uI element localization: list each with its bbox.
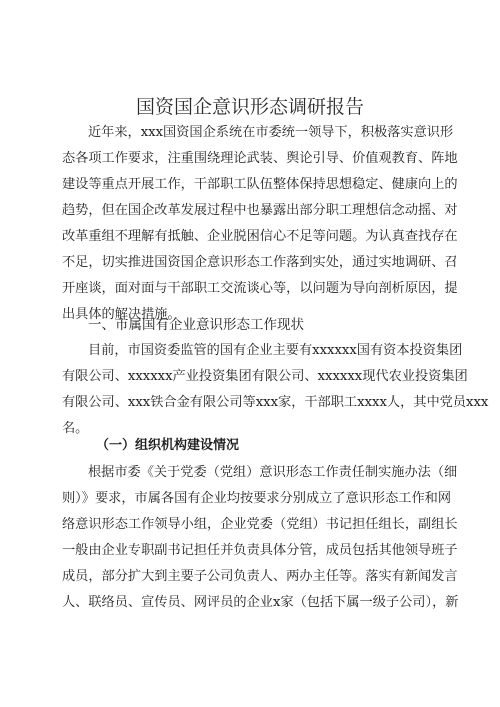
paragraph-line: 出具体的解决措施。 xyxy=(62,307,181,322)
paragraph-line: 有限公司、xxxxxx产业投资集团有限公司、xxxxxx现代农业投资集团 xyxy=(62,369,468,384)
subsection-heading: （一）组织机构建设情况 xyxy=(96,438,240,453)
paragraph-line: 建设等重点开展工作，干部职工队伍整体保持思想稳定、健康向上的 xyxy=(62,177,458,192)
paragraph-line: 成员，部分扩大到主要子公司负责人、两办主任等。落实有新闻发言 xyxy=(62,569,458,584)
paragraph-line: 有限公司、xxx铁合金有限公司等xxx家，干部职工xxxx人，其中党员xxx xyxy=(62,395,489,410)
paragraph-line: 近年来，xxx国资国企系统在市委统一领导下，积极落实意识形 xyxy=(88,125,454,140)
paragraph-line: 趋势，但在国企改革发展过程中也暴露出部分职工理想信念动摇、对 xyxy=(62,203,458,218)
paragraph-line: 根据市委《关于党委（党组）意识形态工作责任制实施办法（细 xyxy=(88,465,458,480)
paragraph-line: 名。 xyxy=(62,421,89,436)
paragraph-line: 一般由企业专职副书记担任并负责具体分管，成员包括其他领导班子 xyxy=(62,543,458,558)
paragraph-line: 不足，切实推进国资国企意识形态工作落到实处，通过实地调研、召 xyxy=(62,255,458,270)
subsection1-paragraph xyxy=(62,460,459,616)
paragraph-line: 则）》要求，市属各国有企业均按要求分别成立了意识形态工作和网 xyxy=(62,491,452,506)
intro-paragraph xyxy=(62,120,458,328)
document-title: 国资国企意识形态调研报告 xyxy=(135,96,364,118)
paragraph-line: 改革重组不理解有抵触、企业脱困信心不足等问题。为认真查找存在 xyxy=(62,229,458,244)
paragraph-line: 态各项工作要求，注重围绕理论武装、舆论引导、价值观教育、阵地 xyxy=(62,151,458,166)
paragraph-line: 络意识形态工作领导小组，企业党委（党组）书记担任组长，副组长 xyxy=(62,517,458,532)
paragraph-line: 开座谈，面对面与干部职工交流谈心等，以问题为导向剖析原因，提 xyxy=(62,281,458,296)
section-heading: 一、市属国有企业意识形态工作现状 xyxy=(88,317,304,333)
section1-paragraph xyxy=(62,338,489,442)
paragraph-line: 人、联络员、宣传员、网评员的企业x家（包括下属一级子公司），新 xyxy=(62,595,459,610)
paragraph-line: 目前，市国资委监管的国有企业主要有xxxxxx国有资本投资集团 xyxy=(88,343,463,358)
